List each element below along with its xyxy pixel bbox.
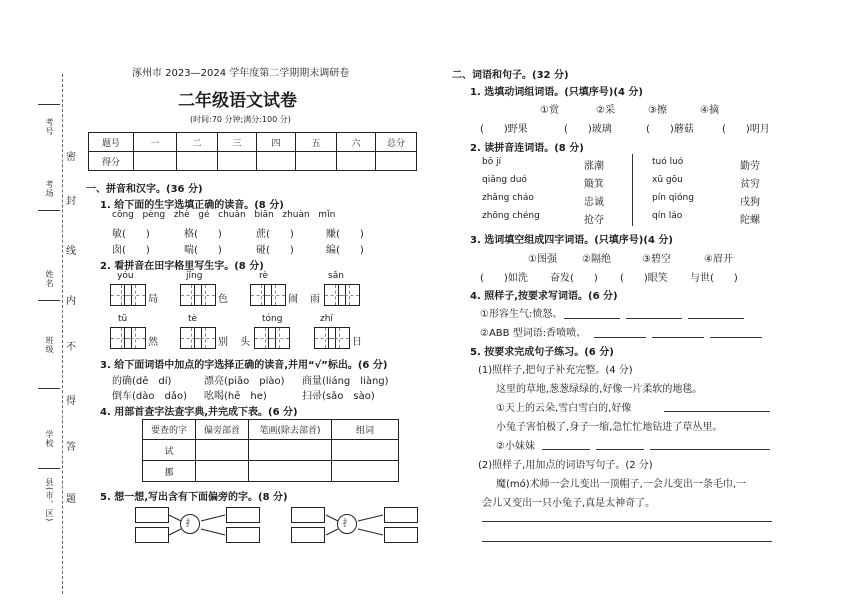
q3-item[interactable]: 倒车(dào dǎo)	[112, 391, 187, 402]
q2-suffix: 局	[148, 294, 158, 305]
seal-char: 答	[66, 442, 76, 453]
p2q2-right-word[interactable]: 贫穷	[740, 179, 760, 190]
score-header-cell: 五	[296, 133, 337, 152]
seal-char: 不	[66, 342, 76, 353]
p2q1-option: ③擦	[648, 105, 667, 116]
pinyin: zhuàn	[282, 210, 310, 220]
p2q2-title: 2. 读拼音连词语。(8 分)	[470, 143, 584, 154]
p2q1-item[interactable]: ( )玻璃	[564, 124, 612, 135]
exam-meta: (时间:70 分钟;满分:100 分)	[190, 115, 291, 124]
q3-item[interactable]: 扫帚(sǎo sào)	[302, 391, 375, 402]
p2q2-right-py: qín láo	[652, 211, 683, 221]
answer-box[interactable]	[384, 507, 418, 523]
answer-line[interactable]	[710, 337, 762, 338]
q1-item[interactable]: 格( )	[184, 229, 222, 240]
q1-item[interactable]: 蔗( )	[256, 229, 294, 240]
p2q5-ex2b: 会儿又变出一只小兔子,真是太神奇了。	[482, 498, 656, 509]
q5-title: 5. 想一想,写出含有下面偏旁的字。(8 分)	[100, 492, 288, 503]
q2-pinyin: jǐng	[186, 271, 203, 281]
score-header-cell: 一	[134, 133, 177, 152]
p2q2-right-py: tuó luó	[652, 157, 684, 167]
p2q2-left-py: zhǎng cháo	[482, 193, 534, 203]
p2q3-option: ④眉开	[704, 254, 733, 265]
margin-label-exam-number: 考号	[45, 118, 54, 136]
answer-box[interactable]	[226, 527, 260, 543]
p2q5-ex2a: 魔(mó)术师一会儿变出一顶帽子,一会儿变出一条毛巾,一	[496, 479, 747, 490]
p2q2-right-word[interactable]: 勤劳	[740, 161, 760, 172]
p2q3-item[interactable]: ( )眼笑	[620, 273, 668, 284]
tianzige-cell[interactable]	[124, 327, 146, 349]
tianzige-cell[interactable]	[194, 327, 216, 349]
score-table	[88, 132, 417, 171]
answer-line[interactable]	[626, 318, 682, 319]
dict-cell[interactable]	[196, 440, 249, 461]
answer-box[interactable]	[135, 527, 169, 543]
dict-cell[interactable]	[249, 440, 332, 461]
q2-prefix: 头	[240, 337, 250, 348]
q3-item[interactable]: 的确(dē dí)	[112, 376, 172, 387]
p2q3-title: 3. 选词填空组成四字词语。(只填序号)(4 分)	[470, 235, 673, 246]
q2-pinyin: yóu	[117, 271, 134, 281]
seal-char: 封	[66, 196, 76, 207]
margin-label-name: 姓名	[45, 270, 54, 288]
p2q5-example: 这里的草地,葱葱绿绿的,好像一片柔软的地毯。	[496, 384, 703, 395]
tianzige-cell[interactable]	[328, 327, 350, 349]
p2q5-s2: 小兔子害怕极了,身子一缩,急忙忙地钻进了草丛里。	[496, 422, 723, 433]
p2q5-s3: ②小妹妹	[496, 441, 535, 452]
dict-char: 挪	[143, 461, 196, 482]
p2q5-sub1: (1)照样子,把句子补充完整。(4 分)	[478, 365, 633, 376]
q1-item[interactable]: 喘( )	[184, 245, 222, 256]
answer-line[interactable]	[564, 318, 620, 319]
tianzige-cell[interactable]	[268, 327, 290, 349]
pinyin: zhè	[173, 210, 190, 220]
connector-lines	[325, 510, 385, 540]
q1-item[interactable]: 赚( )	[326, 229, 364, 240]
dict-header: 笔画(除去部首)	[249, 420, 332, 440]
p2q2-left-word[interactable]: 涨潮	[584, 161, 604, 172]
score-cell[interactable]	[257, 152, 296, 171]
margin-label-class: 班级	[45, 336, 54, 354]
dictionary-table	[142, 419, 399, 482]
dict-cell[interactable]	[332, 461, 399, 482]
q1-title: 1. 给下面的生字选填正确的读音。(8 分)	[100, 200, 284, 211]
p2q2-right-py: xū gōu	[652, 175, 683, 185]
dict-cell[interactable]	[249, 461, 332, 482]
p2q2-left-word[interactable]: 忠诚	[584, 197, 604, 208]
score-row-label: 得分	[89, 152, 134, 171]
part2-heading: 二、词语和句子。(32 分)	[452, 70, 569, 81]
p2q3-option: ①图强	[528, 254, 557, 265]
p2q1-option: ④摘	[700, 105, 719, 116]
q1-pinyin	[112, 210, 335, 220]
p2q3-option: ③碧空	[642, 254, 671, 265]
p2q1-item[interactable]: ( )明月	[722, 124, 770, 135]
q2-pinyin: tè	[188, 314, 198, 324]
margin-blank[interactable]	[38, 210, 60, 211]
exam-line: 涿州市 2023—2024 学年度第二学期期末调研卷	[132, 68, 350, 79]
q2-suffix: 别	[218, 337, 228, 348]
answer-box[interactable]	[226, 507, 260, 523]
p2q1-item[interactable]: ( )蘑菇	[646, 124, 694, 135]
q2-title: 2. 看拼音在田字格里写生字。(8 分)	[100, 261, 264, 272]
answer-box[interactable]	[291, 507, 325, 523]
seal-char: 得	[66, 396, 76, 407]
p2q2-right-py: pín qióng	[652, 193, 694, 203]
p2q3-option: ②隔绝	[582, 254, 611, 265]
pinyin: biān	[254, 210, 274, 220]
q1-item[interactable]: 囱( )	[112, 245, 150, 256]
p2q5-title: 5. 按要求完成句子练习。(6 分)	[470, 347, 614, 358]
divider	[632, 154, 633, 226]
q1-item[interactable]: 编( )	[326, 245, 364, 256]
p2q5-s1: ①天上的云朵,雪白雪白的,好像	[496, 403, 632, 414]
pinyin: pèng	[142, 210, 166, 220]
answer-line[interactable]	[596, 449, 644, 450]
p2q4-line2: ②ABB 型词语:香喷喷、	[480, 328, 587, 339]
margin-blank[interactable]	[38, 300, 60, 301]
dict-cell[interactable]	[332, 440, 399, 461]
radical-circle: 扌	[337, 514, 357, 534]
answer-line[interactable]	[482, 541, 772, 542]
q2-pinyin: tóng	[262, 314, 283, 324]
answer-line[interactable]	[594, 337, 646, 338]
answer-box[interactable]	[291, 527, 325, 543]
dict-header: 组词	[332, 420, 399, 440]
score-header-cell: 二	[177, 133, 218, 152]
q3-item[interactable]: 吆喝(hē he)	[204, 391, 267, 402]
p2q3-item[interactable]: 奋发( )	[550, 273, 598, 284]
answer-line[interactable]	[664, 411, 770, 412]
p2q1-option: ①赏	[540, 105, 559, 116]
q3-item[interactable]: 漂亮(piāo piào)	[204, 376, 285, 387]
q2-suffix: 然	[148, 337, 158, 348]
tianzige-cell[interactable]	[194, 284, 216, 306]
margin-blank[interactable]	[38, 468, 60, 469]
q2-pinyin: rè	[259, 271, 269, 281]
score-header-cell: 六	[337, 133, 376, 152]
score-cell[interactable]	[376, 152, 417, 171]
answer-line[interactable]	[650, 449, 770, 450]
p2q2-right-word[interactable]: 戌狗	[740, 197, 760, 208]
tianzige-cell[interactable]	[124, 284, 146, 306]
q2-prefix: 雨	[310, 294, 320, 305]
p2q5-sub2: (2)照样子,用加点的词语写句子。(2 分)	[478, 460, 653, 471]
answer-line[interactable]	[542, 449, 590, 450]
page-title: 二年级语文试卷	[178, 91, 297, 111]
q2-suffix: 闹	[288, 294, 298, 305]
margin-blank[interactable]	[38, 104, 60, 105]
answer-line[interactable]	[652, 337, 704, 338]
score-header-cell: 总分	[376, 133, 417, 152]
score-cell[interactable]	[337, 152, 376, 171]
p2q2-left-word[interactable]: 抢夺	[584, 215, 604, 226]
q2-suffix: 日	[352, 337, 362, 348]
score-cell[interactable]	[218, 152, 257, 171]
score-header-cell: 四	[257, 133, 296, 152]
answer-line[interactable]	[688, 318, 744, 319]
answer-box[interactable]	[135, 507, 169, 523]
p2q1-item[interactable]: ( )野果	[480, 124, 528, 135]
p2q2-left-py: zhōng chéng	[482, 211, 540, 221]
q1-item[interactable]: 碰( )	[256, 245, 294, 256]
p2q4-line1: ①形容生气:愤怒、	[480, 309, 563, 320]
q2-suffix: 色	[218, 294, 228, 305]
seal-char: 内	[66, 296, 76, 307]
p2q1-option: ②采	[596, 105, 615, 116]
score-header-cell: 三	[218, 133, 257, 152]
score-cell[interactable]	[296, 152, 337, 171]
pinyin: cōng	[112, 210, 134, 220]
pinyin: gé	[198, 210, 210, 220]
dict-header: 偏旁部首	[196, 420, 249, 440]
margin-label-exam-room: 考场	[45, 180, 54, 198]
binding-fold-line	[62, 74, 63, 594]
q3-item[interactable]: 商量(liáng liàng)	[302, 376, 389, 387]
score-cell[interactable]	[177, 152, 218, 171]
pinyin: mǐn	[318, 210, 336, 220]
seal-char: 题	[66, 494, 76, 505]
p2q2-right-word[interactable]: 陀螺	[740, 215, 760, 226]
p2q1-title: 1. 选填动词组词语。(只填序号)(4 分)	[470, 87, 643, 98]
margin-label-county: 县(市、区)	[45, 478, 54, 523]
margin-blank[interactable]	[38, 388, 60, 389]
p2q4-title: 4. 照样子,按要求写词语。(6 分)	[470, 291, 618, 302]
part1-heading: 一、拼音和汉字。(36 分)	[86, 184, 203, 195]
p2q2-left-word[interactable]: 簸箕	[584, 179, 604, 190]
dict-header: 要查的字	[143, 420, 196, 440]
radical-circle: 扌	[180, 514, 200, 534]
pinyin: chuǎn	[218, 210, 246, 220]
q3-title: 3. 给下面词语中加点的字选择正确的读音,并用“√”标出。(6 分)	[100, 360, 388, 371]
score-cell[interactable]	[134, 152, 177, 171]
seal-char: 密	[66, 152, 76, 163]
q2-pinyin: sǎn	[328, 271, 344, 281]
seal-char: 线	[66, 246, 76, 257]
p2q2-left-py: qiǎng duó	[482, 175, 527, 185]
p2q2-left-py: bō jí	[482, 157, 502, 167]
connector-lines	[168, 510, 228, 540]
dict-char: 试	[143, 440, 196, 461]
answer-box[interactable]	[384, 527, 418, 543]
p2q3-item[interactable]: ( )如洗	[480, 273, 528, 284]
answer-line[interactable]	[482, 521, 772, 522]
score-header-cell: 题号	[89, 133, 134, 152]
q2-pinyin: zhí	[320, 314, 333, 324]
q1-item[interactable]: 敏( )	[112, 229, 150, 240]
q4-title: 4. 用部首查字法查字典,并完成下表。(6 分)	[100, 407, 298, 418]
tianzige-cell[interactable]	[264, 284, 286, 306]
tianzige-cell[interactable]	[338, 284, 360, 306]
q2-pinyin: tū	[118, 314, 128, 324]
p2q3-item[interactable]: 与世( )	[690, 273, 738, 284]
dict-cell[interactable]	[196, 461, 249, 482]
margin-label-school: 学校	[45, 430, 54, 448]
